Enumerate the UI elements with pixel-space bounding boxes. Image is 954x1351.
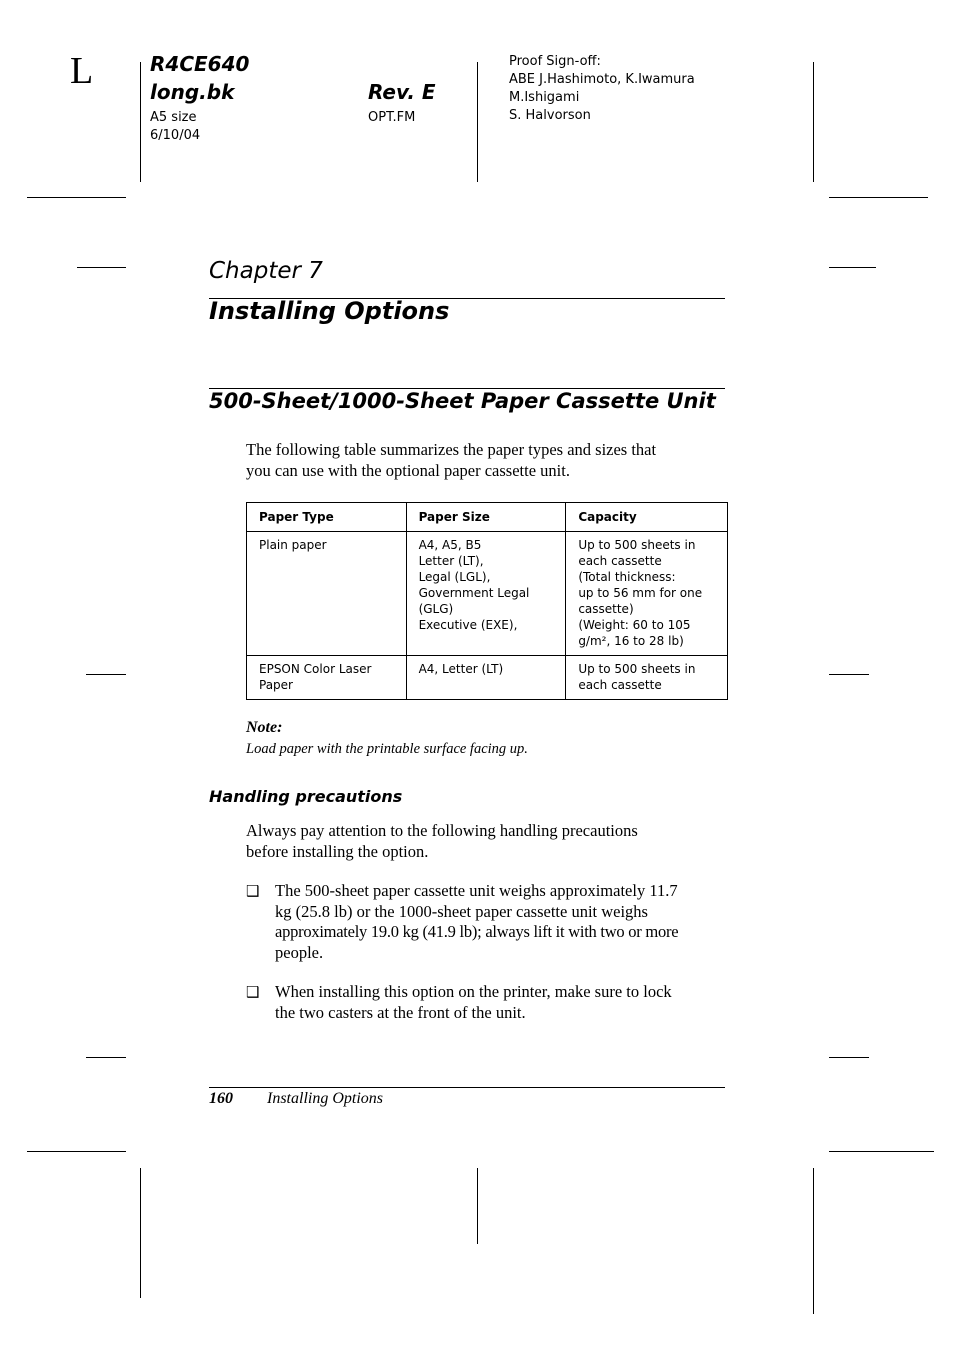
bullet-line: When installing this option on the printer, make sure to lock	[275, 982, 672, 1001]
crop-mark	[829, 1057, 869, 1058]
cell-line: g/m², 16 to 28 lb)	[578, 634, 684, 648]
cell-line: EPSON Color Laser	[259, 662, 372, 676]
page-title: Installing Options	[209, 297, 450, 325]
intro-line: The following table summarizes the paper types and sizes that	[246, 440, 657, 459]
note-text: Load paper with the printable surface facing up.	[246, 741, 528, 757]
cell-line: A4, A5, B5	[418, 538, 482, 552]
cell-line: Up to 500 sheets in	[578, 662, 696, 676]
crop-mark	[813, 1168, 814, 1314]
crop-mark	[140, 1168, 141, 1298]
crop-mark	[829, 1151, 934, 1152]
checkbox-bullet-icon: ❑	[246, 983, 260, 1001]
book-name: long.bk	[150, 80, 235, 104]
model-name: R4CE640	[150, 52, 250, 76]
crop-mark	[829, 267, 876, 268]
cell-line: Government Legal	[418, 586, 530, 600]
table-row	[247, 656, 728, 700]
table-row	[247, 532, 728, 656]
cell-line: Letter (LT),	[418, 554, 484, 568]
table-header-row	[247, 503, 728, 532]
crop-mark	[77, 267, 126, 268]
intro-line: before installing the option.	[246, 841, 429, 861]
crop-mark	[27, 197, 126, 198]
cell-line: (Total thickness:	[578, 570, 676, 584]
bullet-line: kg (25.8 lb) or the 1000-sheet paper cassette unit weighs	[275, 901, 648, 921]
cell-line: (Weight: 60 to 105	[578, 618, 691, 632]
subsection-title: Handling precautions	[209, 787, 403, 806]
running-title: Installing Options	[267, 1090, 384, 1107]
paper-spec-table	[246, 502, 728, 700]
footer-rule	[209, 1087, 725, 1088]
paper-size: A5 size	[150, 110, 197, 125]
crop-mark	[86, 1057, 126, 1058]
cell-line: A4, Letter (LT)	[418, 662, 504, 676]
cell-line: Paper	[259, 678, 293, 692]
bullet-item	[275, 982, 727, 1023]
cell-paper-size	[406, 656, 566, 700]
cell-line: Executive (EXE),	[418, 618, 518, 632]
crop-mark	[477, 62, 478, 182]
intro-line: Always pay attention to the following handling precautions	[246, 821, 638, 840]
crop-mark	[829, 197, 928, 198]
cell-paper-size	[406, 532, 566, 656]
corner-letter: L	[70, 50, 94, 92]
intro-line: you can use with the optional paper cassette unit.	[246, 460, 570, 480]
cell-line: Legal (LGL),	[418, 570, 491, 584]
revision: Rev. E	[368, 80, 436, 104]
crop-mark	[829, 674, 869, 675]
revision-date: 6/10/04	[150, 128, 201, 143]
header-paper-size: Paper Size	[406, 503, 566, 532]
cell-line: Plain paper	[259, 538, 327, 552]
cell-capacity	[566, 656, 728, 700]
header-paper-type: Paper Type	[247, 503, 407, 532]
crop-mark	[86, 674, 126, 675]
crop-mark	[27, 1151, 126, 1152]
crop-mark	[477, 1168, 478, 1244]
crop-mark	[813, 62, 814, 182]
cell-line: cassette)	[578, 602, 634, 616]
section-intro	[246, 440, 656, 481]
proof-line: ABE J.Hashimoto, K.Iwamura	[509, 72, 695, 87]
chapter-label: Chapter 7	[209, 258, 323, 284]
section-title: 500-Sheet/1000-Sheet Paper Cassette Unit	[209, 389, 716, 413]
proof-line: M.Ishigami	[509, 90, 580, 105]
cell-line: each cassette	[578, 678, 662, 692]
file-name: OPT.FM	[368, 110, 416, 125]
cell-paper-type	[247, 532, 407, 656]
proof-line: S. Halvorson	[509, 108, 591, 123]
page-number: 160	[209, 1090, 233, 1107]
cell-capacity	[566, 532, 728, 656]
bullet-line: the two casters at the front of the unit.	[275, 1002, 526, 1022]
bullet-line: The 500-sheet paper cassette unit weighs approximately 11.7	[275, 881, 678, 900]
bullet-item	[275, 881, 727, 963]
proof-line: Proof Sign-off:	[509, 54, 601, 69]
handling-intro	[246, 821, 638, 862]
cell-paper-type	[247, 656, 407, 700]
bullet-line: approximately 19.0 kg (41.9 lb); always lift it with two or more	[275, 922, 679, 941]
crop-mark	[140, 62, 141, 182]
cell-line: each cassette	[578, 554, 662, 568]
cell-line: Up to 500 sheets in	[578, 538, 696, 552]
checkbox-bullet-icon: ❑	[246, 882, 260, 900]
proof-signoff	[509, 53, 695, 125]
header-capacity: Capacity	[566, 503, 728, 532]
cell-line: (GLG)	[418, 602, 454, 616]
bullet-line: people.	[275, 942, 324, 962]
cell-line: up to 56 mm for one	[578, 586, 703, 600]
note-label: Note:	[246, 719, 283, 736]
